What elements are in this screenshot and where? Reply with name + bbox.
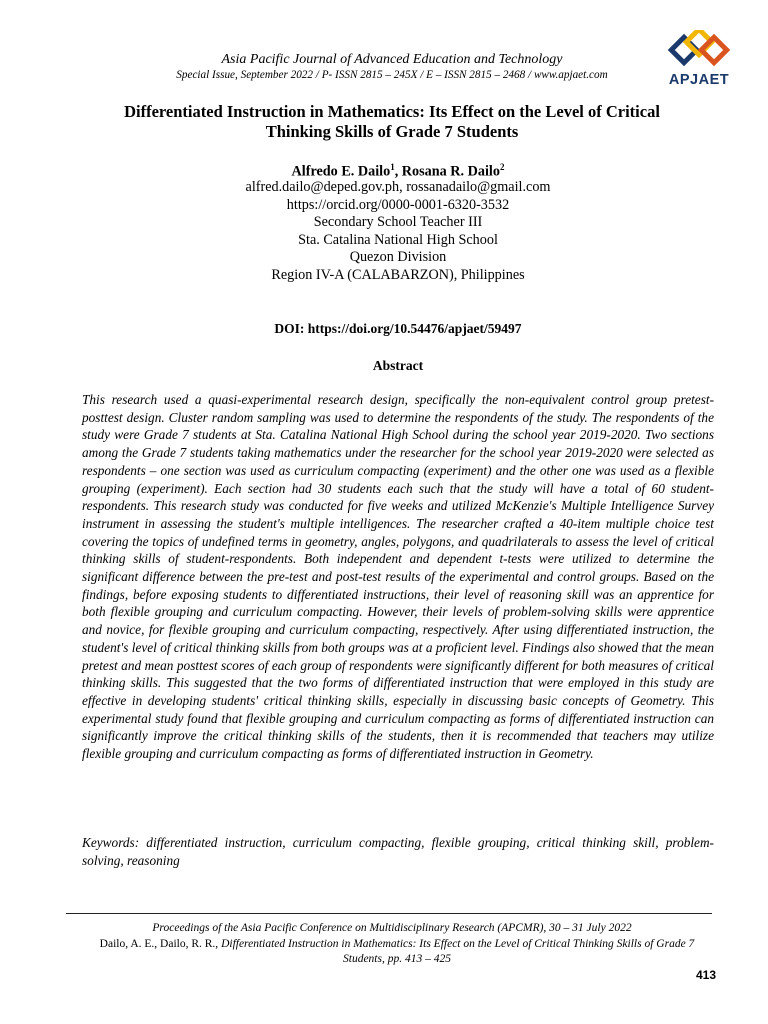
journal-name: Asia Pacific Journal of Advanced Education and Technology: [221, 52, 563, 67]
page-number: 413: [695, 968, 716, 982]
author-1-affiliation-mark: 1: [390, 162, 395, 172]
author-school: Sta. Catalina National High School: [298, 231, 498, 248]
issue-line: Special Issue, September 2022 / P- ISSN 2815 – 245X / E – ISSN 2815 – 2468 / www.apjaet.com: [176, 69, 608, 81]
author-2: Rosana R. Dailo: [401, 163, 500, 180]
footer-proceedings: Proceedings of the Asia Pacific Conference on Multidisciplinary Research (APCMR), 30 – 31 July 2022: [152, 922, 632, 934]
doi-link[interactable]: DOI: https://doi.org/10.54476/apjaet/59497: [274, 321, 522, 336]
article-title: Differentiated Instruction in Mathematics: Its Effect on the Level of Critical Thinking Skills of Grade 7 Students: [124, 102, 660, 141]
author-2-affiliation-mark: 2: [499, 162, 505, 172]
author-emails[interactable]: alfred.dailo@deped.gov.ph, rossanadailo@gmail.com: [245, 179, 551, 195]
author-affiliation: [0, 179, 768, 284]
author-position: Secondary School Teacher III: [313, 214, 483, 230]
logo-text: APJAET: [668, 72, 730, 88]
author-region: Region IV-A (CALABARZON), Philippines: [271, 266, 525, 283]
abstract-text: This research used a quasi-experimental research design, specifically the non-equivalent control group pretest-posttest design. Cluster random sampling was used to determine the respondents of the study. The respondents of the study were Grade 7 students at Sta. Catalina National High School during the school year 2019-2020. Two sections among the Grade 7 students taking mathematics under the researcher for the school year 2019-2020 were selected as respondents – one section was used as curriculum compacting (experiment) and the other one was used as a flexible grouping (experiment). Each section had 30 students each such that the study will have a total of 60 student-respondents. This research study was conducted for five weeks and utilized McKenzie's Multiple Intelligence Survey instrument in assessing the student's multiple intelligences. The researcher crafted a 40-item multiple choice test covering the topics of undefined terms in geometry, angles, polygons, and quadrilaterals to assess the level of critical thinking skills of student-respondents. Both independent and dependent t-tests were utilized to determine the significant difference between the pre-test and post-test results of the experimental and control groups. Based on the findings, before exposing students to differentiated instructions, their level of reasoning skill was an apprentice for both flexible grouping and curriculum compacting. However, their levels of problem-solving skills were apprentice and novice, for flexible grouping and curriculum compacting, respectively. After using differentiated instruction, the student's level of critical thinking skills from both groups was at a proficient level. Findings also showed that the mean pretest and mean posttest scores of each group of respondents were significantly different for both measures of critical thinking skills. This suggested that the two forms of differentiated instruction that were employed in this study are effective in developing students' critical thinking skills, especially in discussing basic concepts of Geometry. This experimental study found that flexible grouping and curriculum compacting as forms of differentiated instruction can significantly improve the critical thinking skills of the students, then it is recommended that teachers may utilize flexible grouping and curriculum compacting as forms of differentiated instruction in Geometry.: [82, 392, 714, 762]
footer-citation: [90, 937, 704, 967]
citation-title: Differentiated Instruction in Mathematics: Its Effect on the Level of Critical Thinking Skills of Grade 7 Students: [221, 938, 695, 965]
author-orcid[interactable]: https://orcid.org/0000-0001-6320-3532: [286, 196, 510, 213]
keywords: Keywords: differentiated instruction, curriculum compacting, flexible grouping, critical thinking skill, problem-solving, reasoning: [82, 835, 714, 868]
citation-pages: , pp. 413 – 425: [381, 953, 451, 965]
author-separator: ,: [394, 163, 402, 180]
abstract-heading: Abstract: [372, 358, 424, 373]
author-line: [0, 162, 768, 181]
footer-divider: [66, 913, 712, 914]
author-division: Quezon Division: [349, 249, 447, 265]
logo-diamonds-icon: [664, 30, 734, 74]
citation-authors: Dailo, A. E., Dailo, R. R.,: [99, 938, 222, 950]
author-1: Alfredo E. Dailo: [291, 163, 391, 180]
